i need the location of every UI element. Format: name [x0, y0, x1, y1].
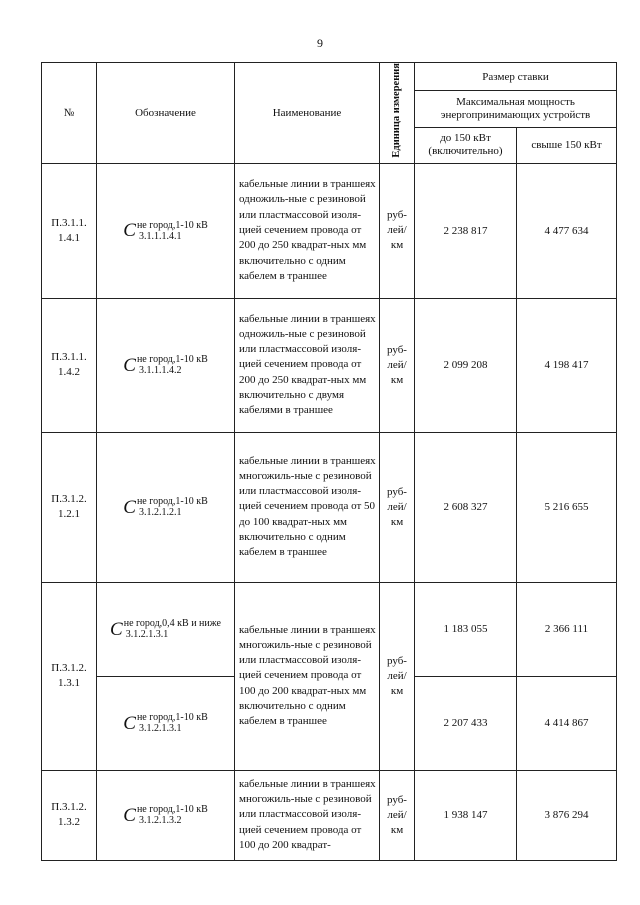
- rate-symbol: C не город,1-10 кВ 3.1.1.1.4.2: [123, 354, 208, 377]
- row-description: кабельные линии в траншеях одножиль-ные с резиновой или пластмассовой изоля-цией сечением провода от 200 до 250 квадрат-ных мм включительно с одним кабелем в траншее: [235, 163, 380, 298]
- header-row-1: [42, 63, 617, 91]
- row-unit: руб-лей/ км: [380, 770, 415, 860]
- symbol-subscript: 3.1.2.1.3.1: [125, 629, 169, 641]
- symbol-subscript: 3.1.1.1.4.2: [138, 365, 182, 377]
- rate-symbol: C не город,1-10 кВ 3.1.2.1.3.1: [123, 712, 208, 735]
- row-unit: руб-лей/ км: [380, 582, 415, 770]
- row-code: [97, 298, 235, 432]
- header-power: Максимальная мощность энергопринимающих устройств: [415, 91, 617, 128]
- row-unit: руб-лей/ км: [380, 298, 415, 432]
- row-code: [97, 676, 235, 770]
- row-unit: руб-лей/ км: [380, 163, 415, 298]
- rate-over-150: 5 216 655: [517, 432, 617, 582]
- row-unit: руб-лей/ км: [380, 432, 415, 582]
- row-description: кабельные линии в траншеях многожиль-ные с резиновой или пластмассовой изоля-цией сечением провода от 50 до 100 квадрат-ных мм включительно с одним кабелем в траншее: [235, 432, 380, 582]
- row-number: П.3.1.2. 1.2.1: [42, 432, 97, 582]
- header-over: свыше 150 кВт: [517, 128, 617, 164]
- row-number: П.3.1.1. 1.4.2: [42, 298, 97, 432]
- header-no: №: [42, 63, 97, 164]
- row-number: П.3.1.2. 1.3.1: [42, 582, 97, 770]
- tariff-table: [41, 62, 617, 861]
- rate-symbol: C не город,1-10 кВ 3.1.2.1.3.2: [123, 804, 208, 827]
- symbol-subscript: 3.1.2.1.2.1: [138, 507, 182, 519]
- rate-upto-150: 1 938 147: [415, 770, 517, 860]
- rate-symbol: C не город,0,4 кВ и ниже 3.1.2.1.3.1: [110, 618, 221, 641]
- row-code: [97, 770, 235, 860]
- row-number: П.3.1.2. 1.3.2: [42, 770, 97, 860]
- table-row: [42, 582, 617, 676]
- rate-over-150: 4 477 634: [517, 163, 617, 298]
- rate-upto-150: 2 207 433: [415, 676, 517, 770]
- rate-over-150: 4 414 867: [517, 676, 617, 770]
- rate-over-150: 4 198 417: [517, 298, 617, 432]
- symbol-superscript: не город,1-10 кВ: [136, 496, 208, 508]
- symbol-superscript: не город,1-10 кВ: [136, 712, 208, 724]
- rate-upto-150: 2 238 817: [415, 163, 517, 298]
- page-number: 9: [317, 36, 323, 50]
- header-upto: до 150 кВт (включительно): [415, 128, 517, 164]
- header-unit: Единица измерения: [391, 63, 402, 158]
- row-description: кабельные линии в траншеях одножиль-ные с резиновой или пластмассовой изоля-цией сечением провода от 200 до 250 квадрат-ных мм включительно с двумя кабелями в траншее: [235, 298, 380, 432]
- rate-over-150: 3 876 294: [517, 770, 617, 860]
- row-number: П.3.1.1. 1.4.1: [42, 163, 97, 298]
- row-code: [97, 432, 235, 582]
- symbol-superscript: не город,1-10 кВ: [136, 804, 208, 816]
- table-row: [42, 163, 617, 298]
- symbol-subscript: 3.1.2.1.3.2: [138, 815, 182, 827]
- header-name: Наименование: [235, 63, 380, 164]
- rate-upto-150: 2 099 208: [415, 298, 517, 432]
- rate-upto-150: 2 608 327: [415, 432, 517, 582]
- header-unit-cell: [380, 63, 415, 164]
- row-code: [97, 582, 235, 676]
- row-description: кабельные линии в траншеях многожиль-ные с резиновой или пластмассовой изоля-цией сечением провода от 100 до 200 квадрат-ных мм включительно с одним кабелем в траншее: [235, 582, 380, 770]
- rate-symbol: C не город,1-10 кВ 3.1.2.1.2.1: [123, 496, 208, 519]
- symbol-superscript: не город,1-10 кВ: [136, 219, 208, 231]
- symbol-subscript: 3.1.1.1.4.1: [138, 230, 182, 242]
- rate-symbol: C не город,1-10 кВ 3.1.1.1.4.1: [123, 219, 208, 242]
- table-row: [42, 770, 617, 860]
- header-rate: Размер ставки: [415, 63, 617, 91]
- table-row: [42, 298, 617, 432]
- rate-over-150: 2 366 111: [517, 582, 617, 676]
- symbol-subscript: 3.1.2.1.3.1: [138, 723, 182, 735]
- header-code: Обозначение: [97, 63, 235, 164]
- row-code: [97, 163, 235, 298]
- symbol-superscript: не город,0,4 кВ и ниже: [123, 618, 221, 630]
- rate-upto-150: 1 183 055: [415, 582, 517, 676]
- row-description: кабельные линии в траншеях многожиль-ные с резиновой или пластмассовой изоля-цией сечением провода от 100 до 200 квадрат-: [235, 770, 380, 860]
- symbol-superscript: не город,1-10 кВ: [136, 354, 208, 366]
- table-row: [42, 432, 617, 582]
